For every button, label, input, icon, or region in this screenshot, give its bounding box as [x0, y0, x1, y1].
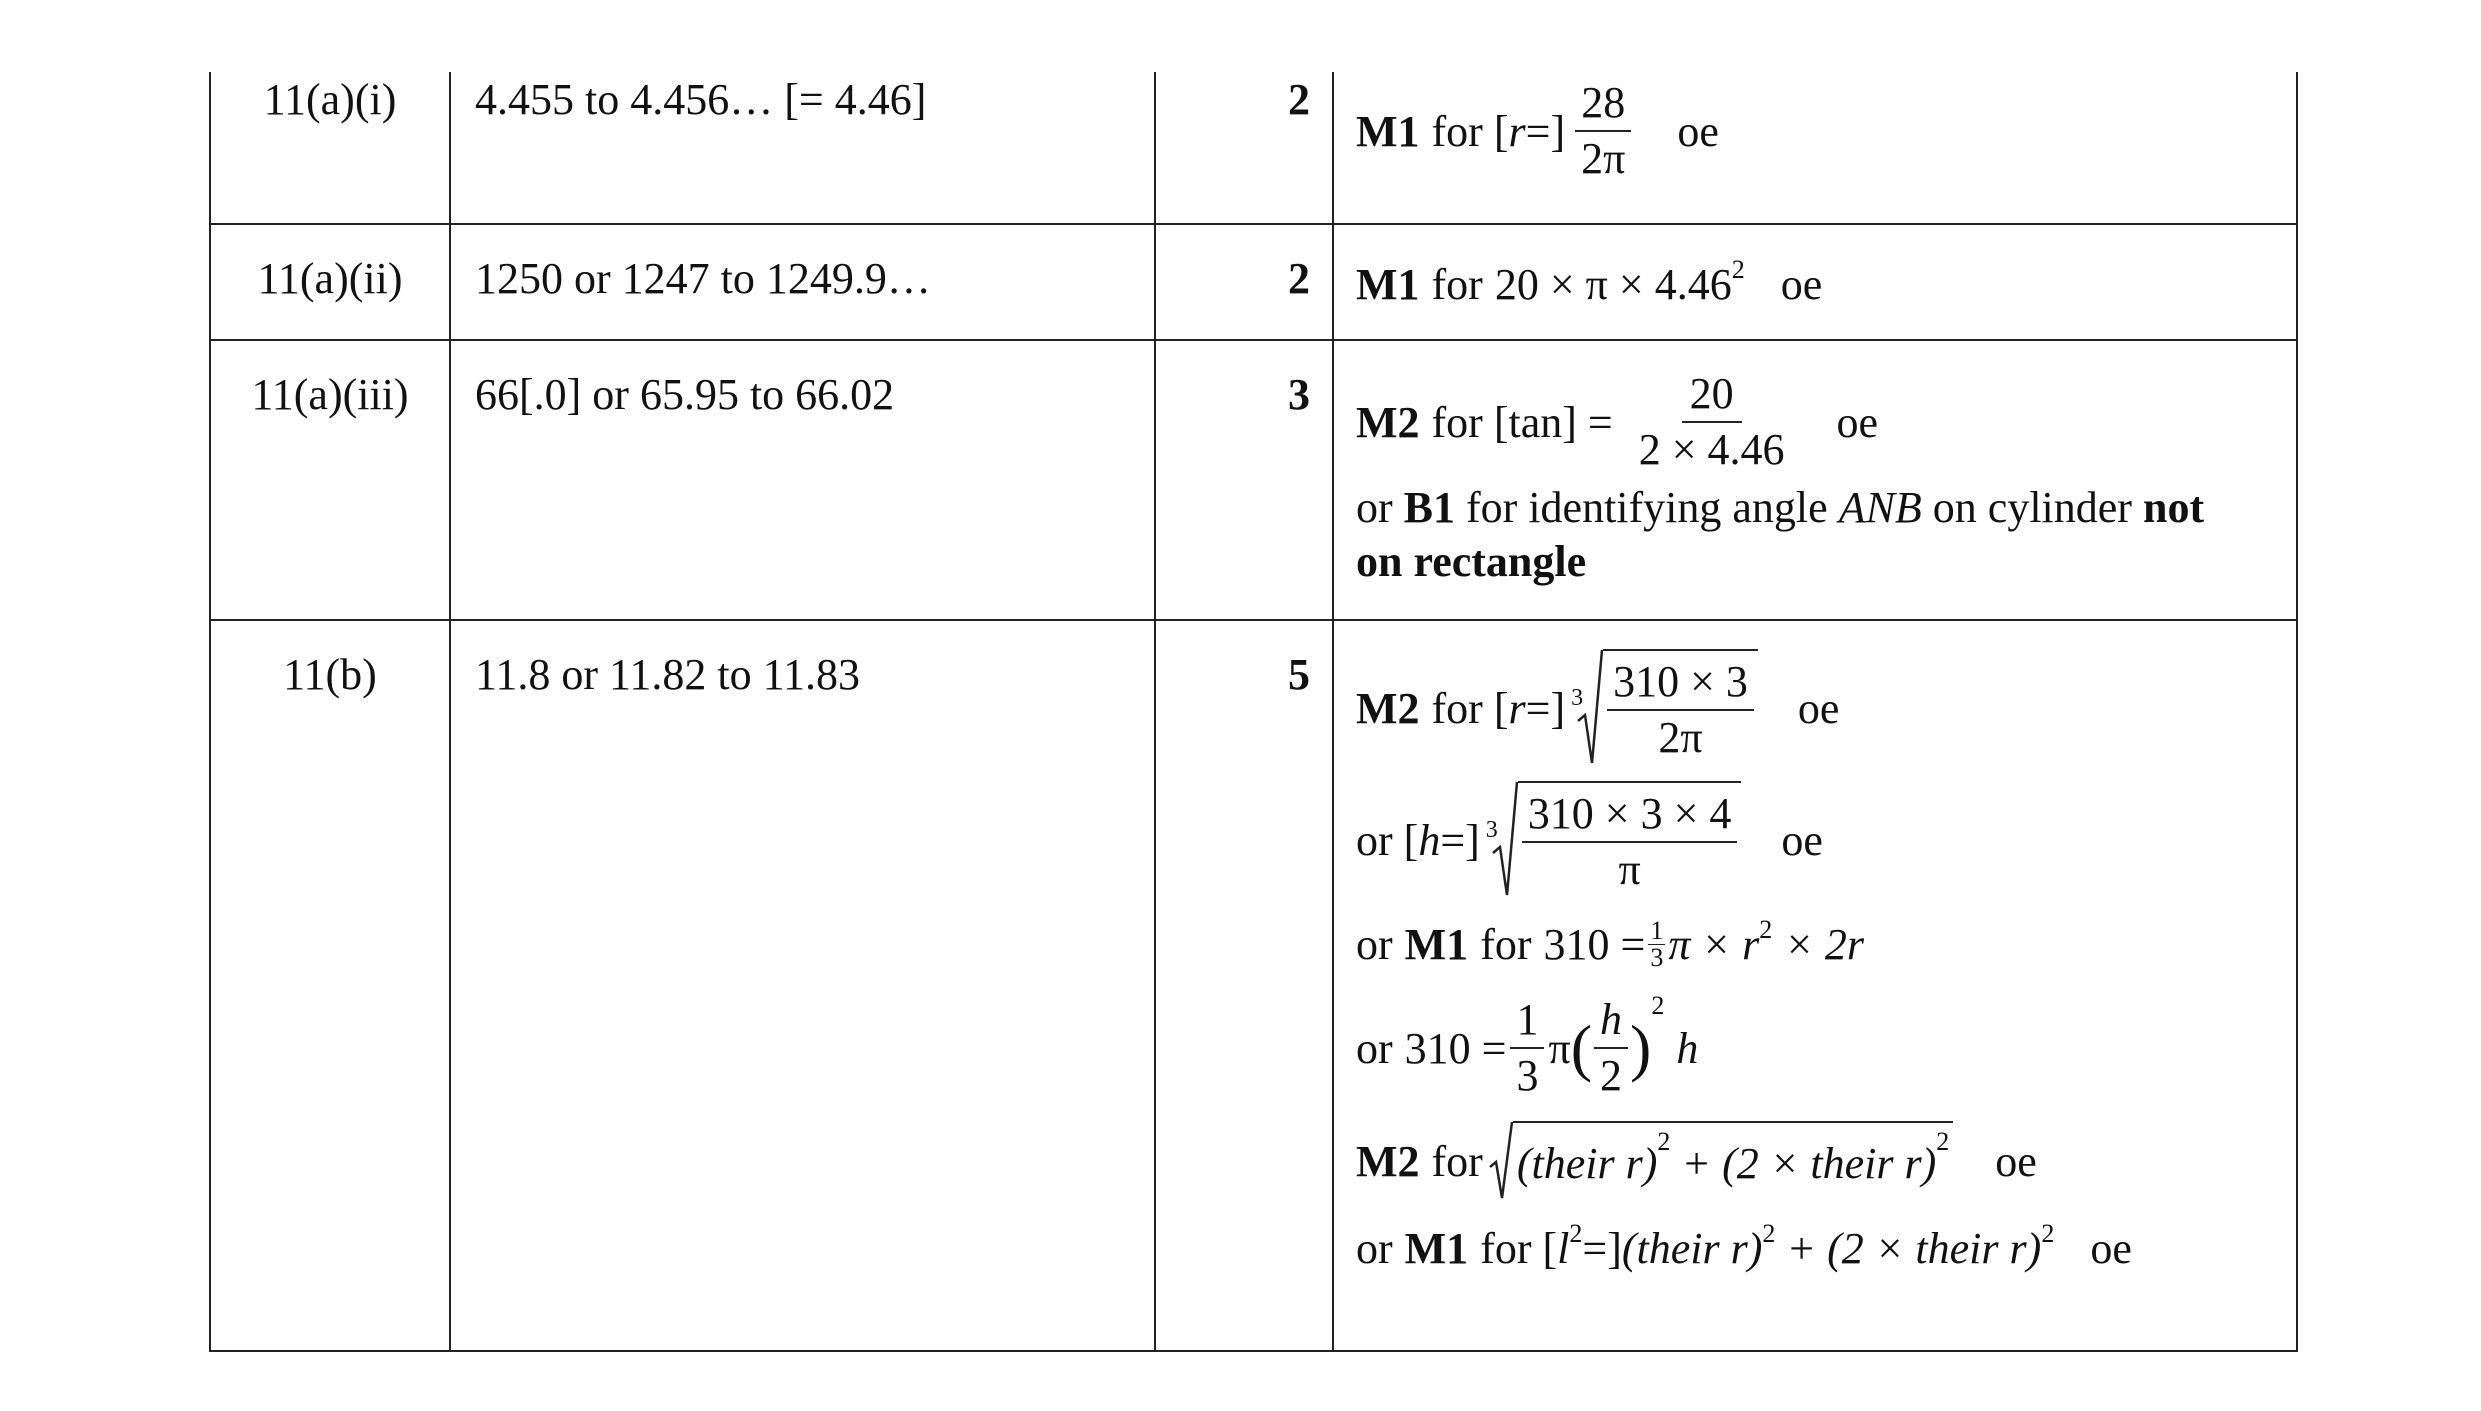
- variable: h: [1418, 815, 1441, 865]
- right-paren-icon: ): [1630, 1012, 1652, 1083]
- expression: (their r): [1621, 1223, 1763, 1273]
- exponent: 2: [1936, 1127, 1950, 1156]
- guidance-text: =]: [1525, 683, 1566, 733]
- oe-note: oe: [1836, 397, 1879, 447]
- numerator: 1: [1510, 997, 1544, 1049]
- numerator: 310 × 3: [1607, 659, 1754, 711]
- radical-sign-icon: [1577, 649, 1603, 767]
- table-row: [210, 72, 2297, 224]
- question-cell: 11(a)(ii): [210, 224, 450, 340]
- marks-cell: 3: [1155, 340, 1333, 620]
- guidance-text: for identifying angle: [1466, 483, 1828, 533]
- guidance-line: [1356, 481, 2282, 589]
- guidance-text: or: [1356, 483, 1393, 533]
- denominator: 2π: [1658, 713, 1703, 762]
- marks-cell: 5: [1155, 620, 1333, 1351]
- pi-symbol: π: [1548, 1023, 1571, 1073]
- square-root: [1489, 1121, 1953, 1201]
- guidance-text: for: [1431, 1136, 1483, 1186]
- radicand: [1603, 649, 1758, 767]
- oe-note: oe: [1781, 815, 1823, 865]
- mark-code: M1: [1404, 919, 1469, 969]
- expression: (their r): [1516, 1138, 1658, 1188]
- root-index: 3: [1571, 684, 1584, 711]
- oe-note: oe: [1677, 106, 1719, 156]
- guidance-text: on cylinder: [1932, 483, 2132, 533]
- expression: + (2 × their r): [1786, 1223, 2042, 1273]
- mark-code: M1: [1404, 1223, 1469, 1273]
- angle-name: ANB: [1838, 483, 1922, 533]
- oe-note: oe: [1780, 260, 1823, 309]
- table-row: [210, 340, 2297, 620]
- oe-note: oe: [1797, 683, 1840, 733]
- cube-root: [1571, 649, 1758, 767]
- denominator: 2 × 4.46: [1638, 425, 1785, 475]
- mark-code: M1: [1356, 260, 1420, 309]
- guidance-text: for [: [1431, 683, 1509, 733]
- emphasis-text: on rectangle: [1356, 537, 1587, 587]
- question-cell: 11(a)(iii): [210, 340, 450, 620]
- mark-code: M2: [1356, 683, 1420, 733]
- oe-note: oe: [1995, 1136, 2037, 1186]
- guidance-text: or: [1356, 1023, 1393, 1073]
- table-row: [210, 224, 2297, 340]
- table-row: [210, 620, 2297, 1351]
- guidance-line: [1356, 1119, 2282, 1203]
- answer-cell: 1250 or 1247 to 1249.9…: [450, 224, 1155, 340]
- radicand: [1513, 1121, 1953, 1201]
- variable: r: [1508, 683, 1526, 733]
- denominator: 3: [1516, 1051, 1539, 1100]
- denominator: π: [1618, 845, 1641, 894]
- answer-cell: 66[.0] or 65.95 to 66.02: [450, 340, 1155, 620]
- mark-scheme-table: [209, 72, 2298, 1352]
- exponent: 2: [1651, 991, 1665, 1020]
- guidance-line: [1356, 371, 2282, 473]
- expression: + (2 × their r): [1681, 1138, 1937, 1188]
- marks-cell: 2: [1155, 224, 1333, 340]
- guidance-text: for: [1431, 260, 1483, 309]
- denominator: 2: [1600, 1051, 1623, 1100]
- guidance-text: =]: [1525, 106, 1566, 156]
- guidance-cell: [1333, 620, 2297, 1351]
- fraction: [1607, 656, 1754, 762]
- mark-code: M2: [1356, 1136, 1420, 1186]
- root-index: 3: [1485, 816, 1498, 843]
- variable: h: [1676, 1023, 1699, 1073]
- guidance-text: for [tan] =: [1431, 397, 1613, 447]
- guidance-text: or [: [1356, 815, 1419, 865]
- exponent: 2: [1657, 1127, 1671, 1156]
- question-cell: 11(a)(i): [210, 72, 450, 224]
- numerator: h: [1594, 997, 1628, 1049]
- guidance-line: [1356, 909, 2282, 979]
- guidance-line: [1356, 1213, 2282, 1283]
- numerator: 20: [1682, 371, 1742, 423]
- fraction: [1575, 80, 1631, 182]
- guidance-text: for [: [1480, 1223, 1558, 1273]
- guidance-cell: [1333, 340, 2297, 620]
- guidance-line: [1356, 255, 2282, 310]
- guidance-text: =]: [1440, 815, 1480, 865]
- radicand: [1518, 781, 1742, 899]
- expression: 310 =: [1543, 919, 1646, 969]
- mark-code: M2: [1356, 397, 1420, 447]
- mark-scheme-sheet: [209, 72, 2296, 1352]
- expression: 310 =: [1404, 1023, 1507, 1073]
- answer-cell: 11.8 or 11.82 to 11.83: [450, 620, 1155, 1351]
- exponent: 2: [1569, 1219, 1583, 1248]
- radical-sign-icon: [1489, 1121, 1513, 1201]
- guidance-text: for [: [1431, 106, 1509, 156]
- fraction: [1633, 371, 1791, 473]
- guidance-cell: [1333, 72, 2297, 224]
- denominator: 3: [1650, 942, 1664, 972]
- guidance-line: [1356, 80, 2282, 182]
- expression: × 2r: [1784, 919, 1865, 969]
- guidance-text: or: [1356, 1223, 1393, 1273]
- numerator: 310 × 3 × 4: [1522, 791, 1738, 843]
- guidance-line: [1356, 785, 2282, 895]
- oe-note: oe: [2090, 1223, 2132, 1273]
- guidance-line: [1356, 993, 2282, 1103]
- variable: l: [1557, 1223, 1570, 1273]
- variable: r: [1508, 106, 1526, 156]
- guidance-text: for: [1480, 919, 1532, 969]
- exponent: 2: [2041, 1219, 2055, 1248]
- emphasis-text: not: [2142, 483, 2205, 533]
- guidance-text: or: [1356, 919, 1393, 969]
- mark-code: B1: [1403, 483, 1456, 533]
- expression: π × r: [1668, 919, 1760, 969]
- left-paren-icon: (: [1570, 1012, 1593, 1083]
- numerator: 1: [1650, 915, 1664, 945]
- exponent: 2: [1762, 1219, 1776, 1248]
- answer-cell: 4.455 to 4.456… [= 4.46]: [450, 72, 1155, 224]
- radical-sign-icon: [1492, 781, 1518, 899]
- exponent: 2: [1731, 255, 1745, 284]
- question-cell: 11(b): [210, 620, 450, 1351]
- numerator: 28: [1575, 80, 1631, 132]
- guidance-text: =]: [1582, 1223, 1622, 1273]
- exponent: 2: [1759, 915, 1773, 944]
- guidance-line: [1356, 653, 2282, 763]
- expression: 20 × π × 4.46: [1494, 260, 1732, 309]
- cube-root: [1486, 781, 1742, 899]
- small-fraction: [1648, 915, 1665, 972]
- fraction: [1510, 994, 1544, 1100]
- fraction: [1594, 994, 1628, 1100]
- guidance-cell: [1333, 224, 2297, 340]
- marks-cell: 2: [1155, 72, 1333, 224]
- denominator: 2π: [1581, 134, 1626, 184]
- fraction: [1522, 788, 1738, 894]
- mark-code: M1: [1356, 106, 1420, 156]
